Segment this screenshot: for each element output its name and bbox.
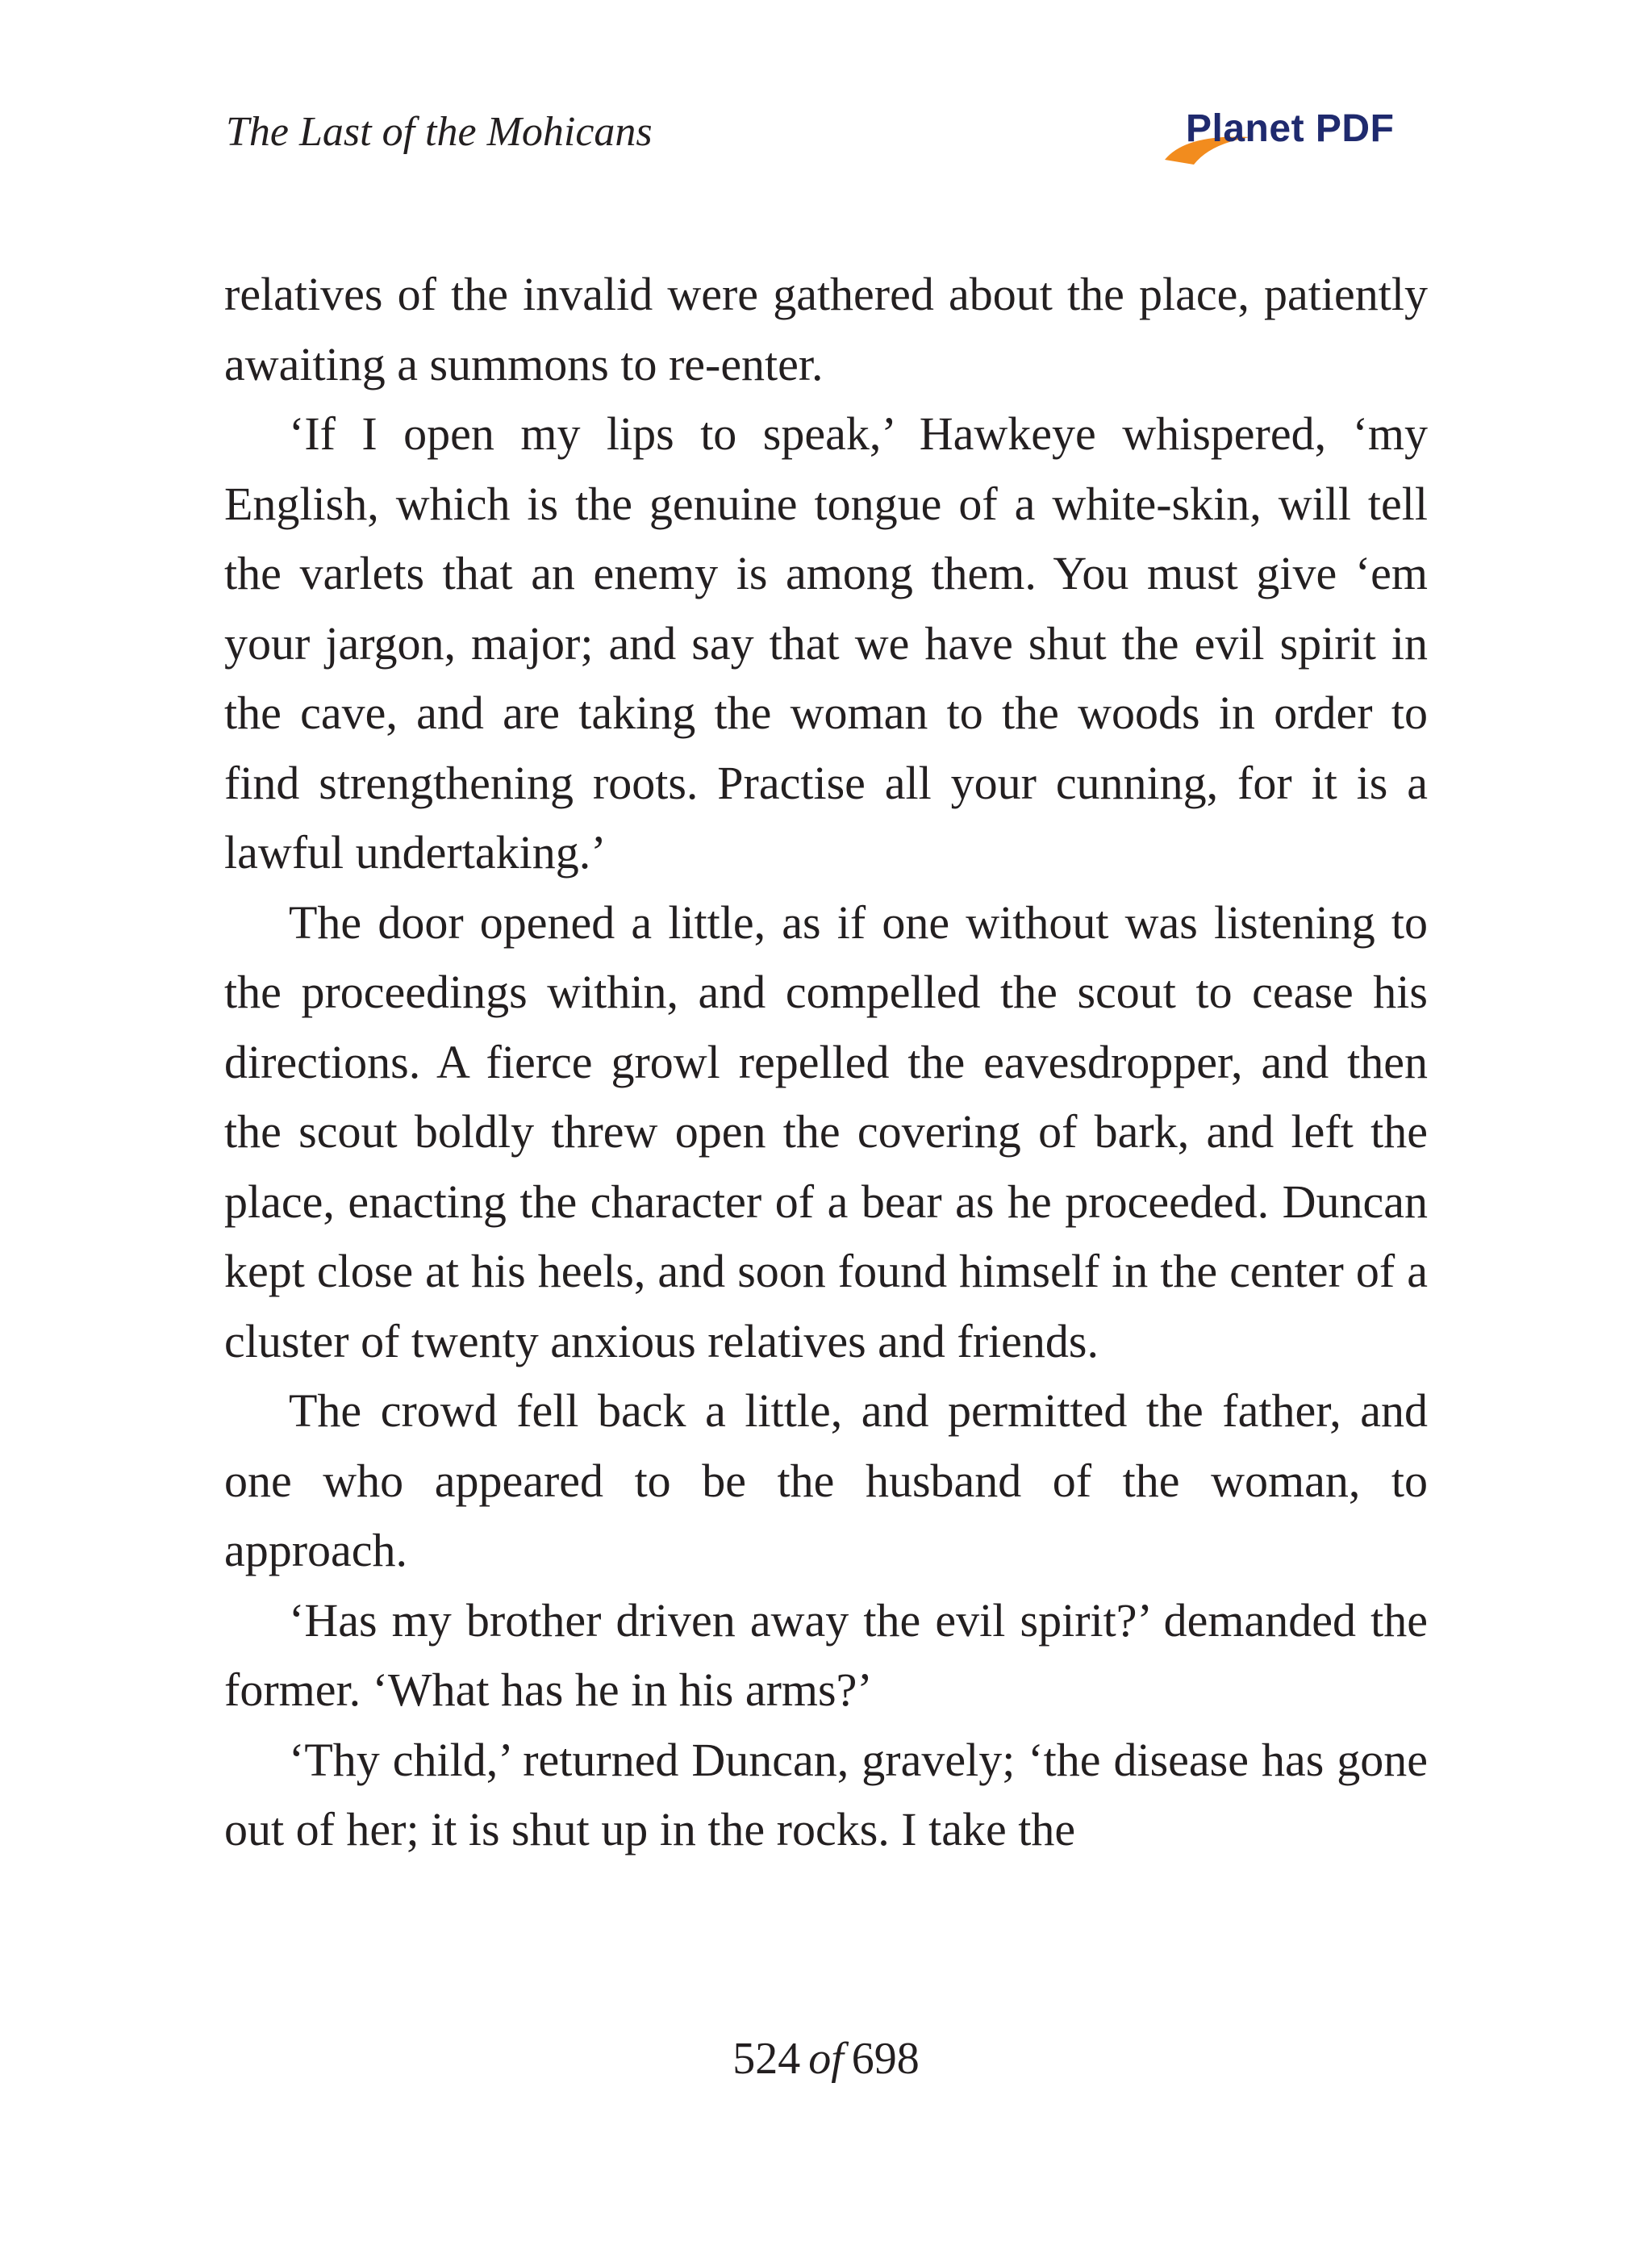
page-number (0, 2033, 1652, 2085)
page-header (226, 102, 1428, 174)
total-pages: 698 (851, 2034, 920, 2084)
paragraph: The door opened a little, as if one without was listening to the proceedings within, and compelled the scout to cease his directions. A fierce growl repelled the eavesdropper, and then the scout boldly threw open the covering of bark, and left the place, enacting the character of a bear as he proceeded. Duncan kept close at his heels, and soon found himself in the center of a cluster of twenty anxious relatives and friends. (224, 895, 1428, 1367)
paragraph: The crowd fell back a little, and permitted the father, and one who appeared to be the husband of the woman, to approach. (224, 1384, 1428, 1576)
paragraph: relatives of the invalid were gathered about the place, patiently awaiting a summons to re-enter. (224, 268, 1428, 390)
paragraph: ‘Has my brother driven away the evil spirit?’ demanded the former. ‘What has he in his arms?’ (224, 1593, 1428, 1716)
planet-pdf-logo (1162, 102, 1428, 166)
of-label: of (808, 2034, 844, 2084)
logo-text: Planet PDF (1186, 107, 1395, 150)
paragraph: ‘Thy child,’ returned Duncan, gravely; ‘the disease has gone out of her; it is shut up in the rocks. I take the (224, 1733, 1428, 1855)
page-body (224, 260, 1428, 1865)
current-page: 524 (732, 2034, 801, 2084)
paragraph: ‘If I open my lips to speak,’ Hawkeye whispered, ‘my English, which is the genuine tongue of a white-skin, will tell the varlets that an enemy is among them. You must give ‘em your jargon, major; and say that we have shut the evil spirit in the cave, and are taking the woman to the woods in order to find strengthening roots. Practise all your cunning, for it is a lawful undertaking.’ (224, 407, 1428, 879)
book-title: The Last of the Mohicans (226, 109, 653, 155)
